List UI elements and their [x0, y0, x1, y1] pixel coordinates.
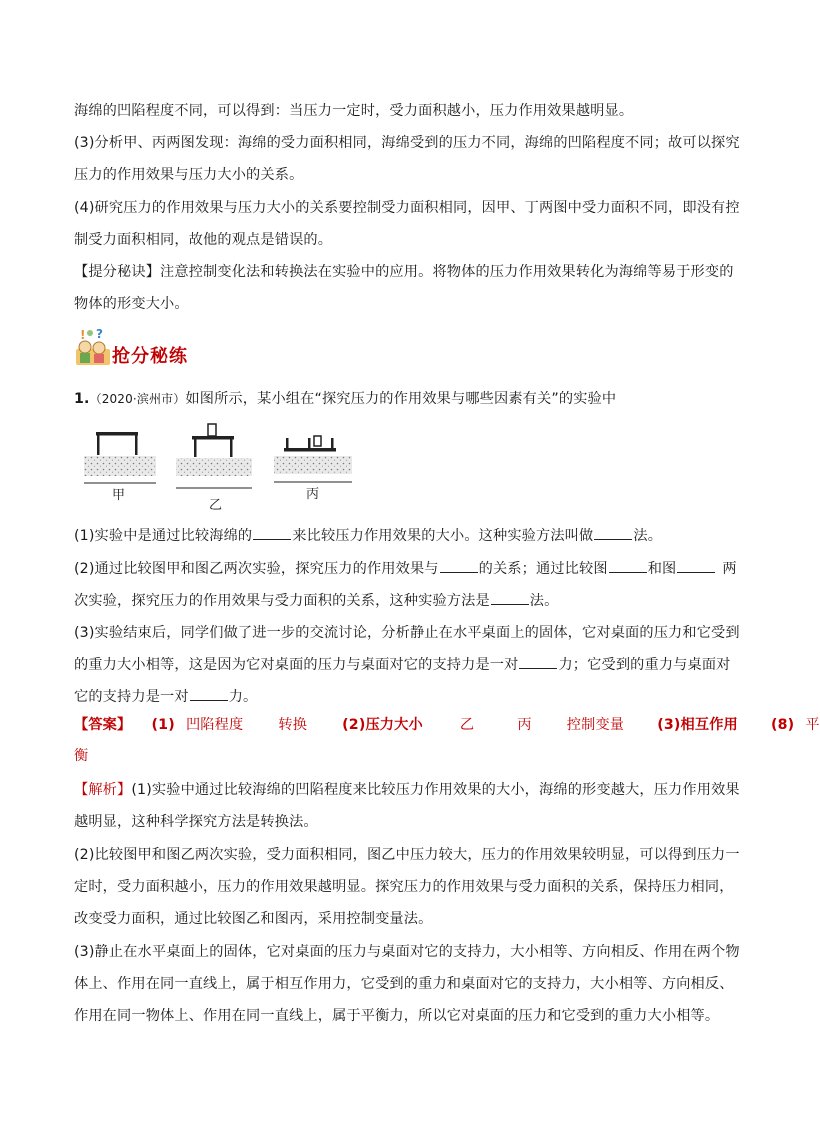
q1-text-a: (1)实验中是通过比较海绵的	[74, 528, 253, 544]
q1-text-b: 来比较压力作用效果的大小。这种实验方法叫做	[292, 528, 594, 544]
q3-line-3	[74, 682, 724, 713]
q3-line-2	[74, 650, 731, 681]
q3-text-b: 的重力大小相等，这是因为它对桌面的压力与桌面对它的支持力是一对	[74, 657, 519, 673]
figure-label-bing: 丙	[306, 487, 320, 502]
tip-text-1: 注意控制变化法和转换法在实验中的应用。将物体的压力作用效果转化为海绵等易于形变的	[160, 264, 734, 280]
question-text: 如图所示，某小组在“探究压力的作用效果与哪些因素有关”的实验中	[185, 391, 617, 407]
para-line-4: (4)研究压力的作用效果与压力大小的关系要控制受力面积相同，因甲、丁两图中受力面积不同，即没有控	[74, 200, 740, 216]
answer-item-8: (3)相互作用	[657, 717, 738, 733]
para-line-3: 压力的作用效果与压力大小的关系。	[74, 167, 304, 183]
q3-text-d: 它的支持力是一对	[74, 689, 189, 705]
q2-line-2	[74, 586, 724, 617]
q1-blank-1	[253, 525, 291, 540]
q2-text-a: (2)通过比较图甲和图乙两次实验，探究压力的作用效果与	[74, 561, 439, 577]
analysis-line-1	[74, 775, 740, 806]
q2-text-e: 次实验，探究压力的作用效果与受力面积的关系，这种实验方法是	[74, 593, 490, 609]
answer-item-6: 丙	[517, 717, 532, 733]
q2-blank-3	[677, 558, 715, 573]
answer-line	[74, 710, 820, 741]
figure-label-jia: 甲	[112, 488, 126, 503]
experiment-figure	[84, 420, 354, 515]
figure-yi	[176, 424, 252, 488]
answer-item-9: (8)	[770, 717, 795, 733]
question-number: 1.	[74, 391, 90, 407]
section-header	[74, 327, 274, 367]
analysis-label: 【解析】	[74, 782, 132, 798]
q3-text-c: 力；它受到的重力与桌面对	[558, 657, 731, 673]
q2-line-1	[74, 554, 737, 585]
q2-blank-1	[440, 558, 478, 573]
q2-text-f: 法。	[529, 593, 559, 609]
answer-item-2: 凹陷程度	[185, 717, 244, 733]
section-title: 抢分秘练	[112, 346, 188, 367]
tip-label: 【提分秘诀】	[74, 264, 161, 280]
q3-text-e: 力。	[228, 689, 258, 705]
para-line-1: 海绵的凹陷程度不同，可以得到：当压力一定时，受力面积越小，压力作用效果越明显。	[74, 103, 634, 119]
q2-text-b: 的关系；通过比较图	[478, 561, 608, 577]
question-stem	[74, 384, 724, 415]
q2-blank-2	[609, 558, 647, 573]
analysis-line-2: 越明显，这种科学探究方法是转换法。	[74, 814, 318, 830]
answer-label: 【答案】	[74, 717, 132, 733]
q1-line	[74, 521, 724, 552]
tip-line-1	[74, 257, 734, 288]
figure-bing	[274, 436, 352, 482]
q1-text-c: 法。	[633, 528, 663, 544]
svg-text:?: ?	[96, 327, 103, 341]
analysis-line-7: 体上、作用在同一直线上，属于相互作用力，它受到的重力和桌面对它的支持力，大小相等、方向相反、	[74, 976, 734, 992]
answer-wrap: 衡	[74, 748, 89, 764]
analysis-line-3: (2)比较图甲和图乙两次实验，受力面积相同，图乙中压力较大，压力的作用效果较明显，可以得到压力一	[74, 847, 740, 863]
answer-item-4: (2)压力大小	[342, 717, 423, 733]
answer-item-3: 转换	[278, 717, 308, 733]
para-line-5: 制受力面积相同，故他的观点是错误的。	[74, 232, 333, 248]
question-source: （2020·滨州市）	[89, 392, 186, 406]
q2-blank-4	[491, 590, 529, 605]
figure-label-yi: 乙	[209, 498, 223, 513]
figure-jia	[84, 432, 156, 483]
answer-item-5: 乙	[459, 717, 475, 733]
q3-line-1: (3)实验结束后，同学们做了进一步的交流讨论，分析静止在水平桌面上的固体，它对桌面的压力和它受到	[74, 625, 740, 641]
analysis-line-8: 作用在同一物体上、作用在同一直线上，属于平衡力，所以它对桌面的压力和它受到的重力大小相等。	[74, 1008, 720, 1024]
tip-line-2: 物体的形变大小。	[74, 296, 189, 312]
q3-blank-2	[190, 686, 228, 701]
q3-blank-1	[519, 654, 557, 669]
analysis-line-6: (3)静止在水平桌面上的固体，它对桌面的压力与桌面对它的支持力，大小相等、方向相反、作用在两个物	[74, 944, 740, 960]
answer-item-1: (1)	[151, 717, 175, 733]
cartoon-kids-icon	[74, 327, 112, 367]
analysis-line-5: 改变受力面积，通过比较图乙和图丙，采用控制变量法。	[74, 911, 433, 927]
para-line-2: (3)分析甲、丙两图发现：海绵的受力面积相同，海绵受到的压力不同，海绵的凹陷程度不同；故可以探究	[74, 135, 740, 151]
analysis-line-4: 定时，受力面积越小，压力的作用效果越明显。探究压力的作用效果与受力面积的关系，保持压力相同，	[74, 879, 734, 895]
q2-text-c: 和图	[647, 561, 677, 577]
q1-blank-2	[594, 525, 632, 540]
svg-text:!: !	[80, 328, 86, 342]
answer-item-10: 平	[805, 717, 820, 733]
analysis-text-1: (1)实验中通过比较海绵的凹陷程度来比较压力作用效果的大小，海绵的形变越大，压力作用效果	[131, 782, 740, 798]
q2-text-d: 两	[722, 561, 737, 577]
answer-item-7: 控制变量	[566, 717, 625, 733]
